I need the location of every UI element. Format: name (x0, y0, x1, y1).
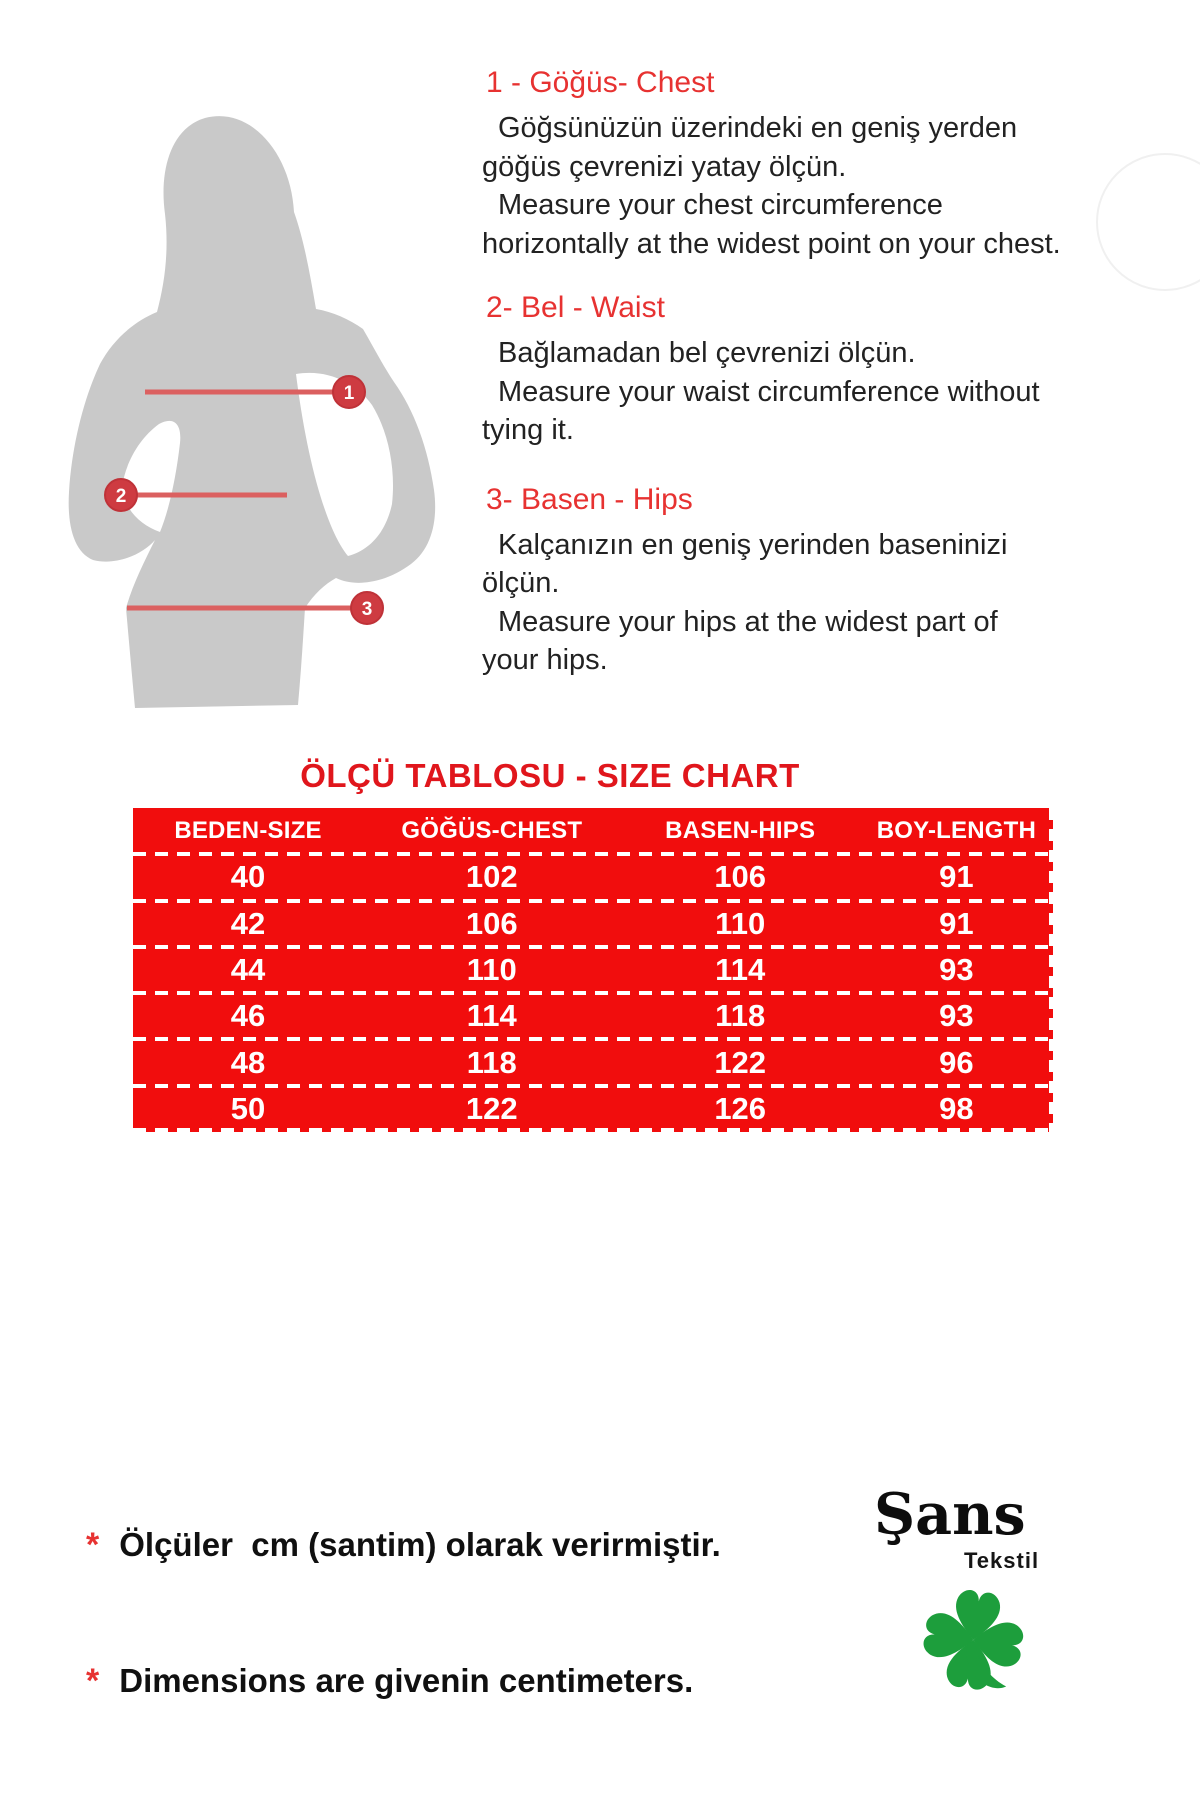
table-row (133, 854, 1053, 900)
cell-hips: 122 (714, 1044, 767, 1080)
chest-tr-line-2: göğüs çevrenizi yatay ölçün. (482, 150, 847, 183)
waist-en-line-2: tying it. (482, 414, 574, 446)
cell-length: 96 (939, 1044, 974, 1080)
cell-chest: 114 (466, 998, 517, 1034)
cell-hips: 114 (715, 951, 766, 987)
col-header-beden-size: BEDEN-SIZE (174, 817, 322, 845)
cell-chest: 106 (465, 905, 518, 941)
table-row (133, 947, 1053, 993)
table-row (133, 1086, 1053, 1132)
cell-length: 91 (939, 859, 974, 895)
cell-hips: 118 (715, 998, 766, 1034)
chest-marker-number: 1 (343, 383, 355, 404)
cell-size: 42 (230, 905, 266, 941)
waist-tr-line-1: Bağlamadan bel çevrenizi ölçün. (498, 337, 916, 369)
cell-hips: 106 (714, 859, 767, 895)
asterisk-marker: * (86, 1662, 100, 1700)
cell-size: 50 (230, 1090, 266, 1126)
table-row (133, 1039, 1053, 1085)
col-header-gogus-chest: GÖĞÜS-CHEST (401, 817, 583, 845)
hips-tr-line-1: Kalçanızın en geniş yerinden baseninizi (498, 528, 1008, 561)
table-row (133, 993, 1053, 1039)
cell-length: 98 (939, 1090, 974, 1126)
hips-marker-number: 3 (361, 599, 373, 620)
cell-length: 93 (939, 951, 974, 987)
waist-en-line-1: Measure your waist circumference without (498, 375, 1040, 408)
note-text: Dimensions are givenin centimeters. (119, 1662, 694, 1699)
waist-heading: 2- Bel - Waist (486, 291, 665, 324)
chest-heading: 1 - Göğüs- Chest (486, 66, 715, 99)
hips-tr-line-2: ölçün. (482, 567, 560, 599)
cell-hips: 126 (714, 1090, 767, 1126)
cell-chest: 110 (466, 951, 517, 987)
table-row (133, 901, 1053, 947)
hips-heading: 3- Basen - Hips (486, 482, 693, 516)
cell-size: 40 (230, 859, 266, 895)
waist-marker-number: 2 (115, 486, 127, 507)
asterisk-marker: * (86, 1526, 100, 1564)
silhouette-shape (69, 116, 435, 708)
cell-length: 93 (939, 998, 974, 1034)
brand-logo-subtitle: Tekstil (964, 1548, 1040, 1573)
note-cm-english (86, 1662, 693, 1701)
cell-chest: 118 (466, 1044, 517, 1080)
cell-hips: 110 (715, 905, 766, 941)
cell-chest: 122 (465, 1090, 518, 1126)
note-text: Ölçüler cm (santim) olarak verirmiştir. (119, 1526, 721, 1563)
clover-icon (903, 1580, 1043, 1710)
size-chart-title: ÖLÇÜ TABLOSU - SIZE CHART (300, 757, 800, 794)
col-header-boy-length: BOY-LENGTH (876, 817, 1037, 845)
cell-size: 44 (230, 951, 266, 987)
note-cm-turkish (86, 1526, 721, 1565)
chest-tr-line-1: Göğsünüzün üzerindeki en geniş yerden (498, 112, 1018, 144)
cell-length: 91 (939, 905, 974, 941)
chest-en-line-2: horizontally at the widest point on your chest. (482, 227, 1061, 260)
table-header-row (133, 808, 1053, 854)
measurement-instructions (482, 64, 1198, 680)
col-header-basen-hips: BASEN-HIPS (665, 817, 816, 845)
hips-en-line-2: your hips. (482, 644, 608, 676)
hips-section (482, 481, 1198, 680)
chest-section (482, 64, 1198, 263)
cell-size: 48 (230, 1044, 266, 1080)
chest-en-line-1: Measure your chest circumference (498, 189, 943, 221)
hips-en-line-1: Measure your hips at the widest part of (498, 605, 998, 638)
cell-size: 46 (230, 998, 266, 1034)
body-silhouette-figure (55, 112, 465, 712)
brand-logo-name: Şans (874, 1481, 1026, 1548)
waist-section (482, 289, 1198, 450)
size-chart-table (133, 808, 1053, 1132)
cell-chest: 102 (465, 859, 518, 895)
